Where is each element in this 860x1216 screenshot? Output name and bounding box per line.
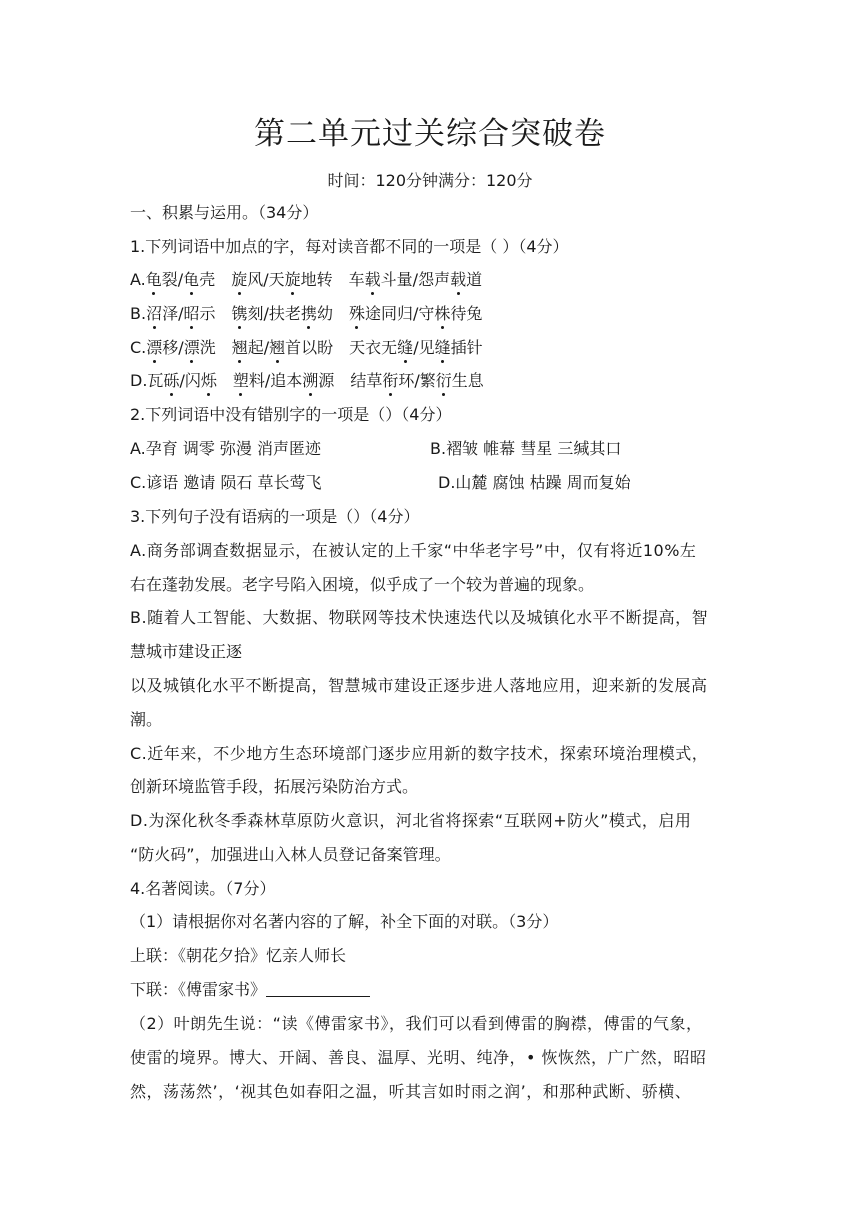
question-4-stem: 4.名著阅读。（7分） <box>130 879 276 898</box>
question-3-option-c-line-2: 创新环境监管手段，拓展污染防治方式。 <box>130 777 419 796</box>
question-4-part-1: （1）请根据你对名著内容的了解，补全下面的对联。（3分） <box>130 912 559 931</box>
question-3-option-c-line-1: C.近年来，不少地方生态环境部门逐步应用新的数字技术，探索环境治理模式， <box>130 744 709 763</box>
question-4-part-2-line-1: （2）叶朗先生说：“读《傅雷家书》，我们可以看到傅雷的胸襟，傅雷的气象， <box>130 1014 703 1033</box>
question-1-option-c: C.漂移/漂洗 翘起/翘首以盼 天衣无缝/见缝插针 <box>130 338 483 357</box>
question-2-option-c: C.谚语 邀请 陨石 草长莺飞 <box>130 473 322 492</box>
question-2-stem: 2.下列词语中没有错别字的一项是（）（4分） <box>130 405 452 424</box>
question-3-stem: 3.下列句子没有语病的一项是（）（4分） <box>130 507 420 526</box>
couplet-lower-label: 下联：《傅雷家书》 <box>130 980 267 999</box>
question-3-option-d-line-1: D.为深化秋冬季森林草原防火意识，河北省将探索“互联网+防火”模式，启用 <box>130 811 692 830</box>
question-3-option-a-line-2: 右在蓬勃发展。老字号陷入困境，似乎成了一个较为普遍的现象。 <box>130 575 595 594</box>
question-2-option-d: D.山麓 腐蚀 枯躁 周而复始 <box>438 473 631 492</box>
exam-info: 时间：120分钟满分：120分 <box>327 171 533 190</box>
question-3-option-b-line-3: 以及城镇化水平不断提高，智慧城市建设正逐步进人落地应用，迎来新的发展高 <box>130 676 708 695</box>
couplet-lower-line <box>130 980 370 1000</box>
question-1-option-d: D.瓦砾/闪烁 塑料/追本溯源 结草衔环/繁衍生息 <box>130 371 484 390</box>
question-3-option-a-line-1: A.商务部调查数据显示，在被认定的上千家“中华老字号”中，仅有将近10%左 <box>130 541 697 560</box>
question-1-stem: 1.下列词语中加点的字，每对读音都不同的一项是（ ）（4分） <box>130 237 569 256</box>
question-1-option-b: B.沼泽/昭示 镌刻/扶老携幼 殊途同归/守株待兔 <box>130 304 483 323</box>
page-title: 第二单元过关综合突破卷 <box>254 116 606 152</box>
question-1-option-a: A.龟裂/龟壳 旋风/天旋地转 车载斗量/怨声载道 <box>130 270 483 289</box>
question-2-option-b: B.褶皱 帷幕 彗星 三缄其口 <box>430 439 622 458</box>
question-4-part-2-line-2: 使雷的境界。博大、开阔、善良、温厚、光明、纯净，• 恢恢然，广广然，昭昭 <box>130 1048 707 1067</box>
answer-blank[interactable] <box>266 981 370 997</box>
question-4-part-2-line-3: 然，荡荡然’，‘视其色如春阳之温，听其言如时雨之润’，和那种武断、骄横、 <box>130 1082 692 1101</box>
question-2-option-a: A.孕育 调零 弥漫 消声匿迹 <box>130 439 322 458</box>
question-3-option-b-line-4: 潮。 <box>130 710 163 729</box>
question-3-option-b-line-1: B.随着人工智能、大数据、物联网等技术快速迭代以及城镇化水平不断提高，智 <box>130 608 709 627</box>
couplet-upper-line: 上联：《朝花夕拾》忆亲人师长 <box>130 946 347 965</box>
section-heading: 一、积累与运用。（34分） <box>130 203 319 222</box>
question-3-option-d-line-2: “防火码”，加强进山入林人员登记备案管理。 <box>130 845 451 864</box>
question-3-option-b-line-2: 慧城市建设正逐 <box>130 642 243 661</box>
